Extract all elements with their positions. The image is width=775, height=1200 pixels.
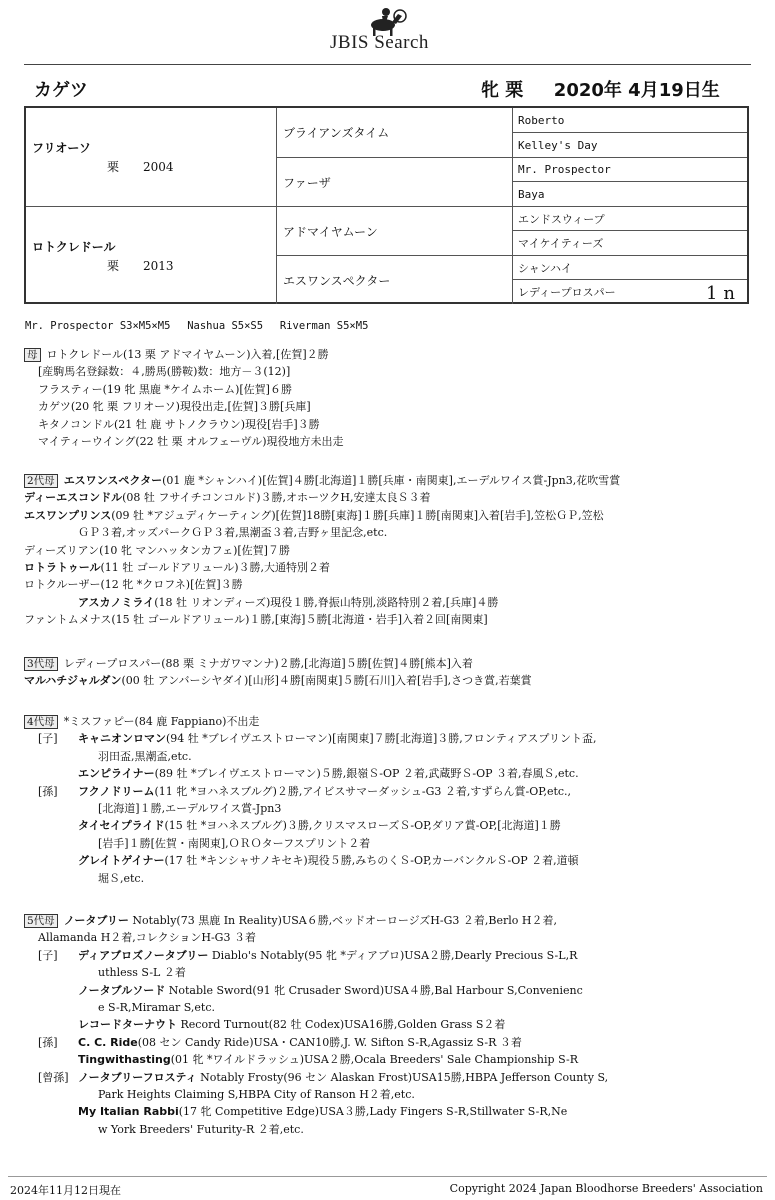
horse-link[interactable]: キャニオンロマン: [78, 732, 166, 746]
pedigree-line: [24, 559, 754, 576]
pedigree-line: [24, 783, 754, 800]
second-dam-section: [24, 472, 754, 629]
generation-tag: 5代母: [24, 914, 58, 928]
record-text: キタノコンドル(21 牡 鹿 サトノクラウン)現役[岩手]３勝: [38, 417, 320, 431]
third-dam-section: [24, 655, 754, 690]
gen3-name[interactable]: レディープロスパー: [518, 286, 616, 299]
pedigree-line: [24, 713, 754, 730]
record-text: Record Turnout(82 牡 Codex)USA16勝,Golden Grass S２着: [177, 1018, 506, 1032]
sire-info: 栗 2004: [107, 160, 174, 174]
gen3-cell: [512, 255, 747, 279]
record-text: Allamanda H２着,コレクションH-G3 ３着: [38, 931, 256, 945]
pedigree-table: [24, 106, 749, 304]
relation-prefix: [孫]: [38, 1035, 58, 1049]
gen3-name[interactable]: Mr. Prospector: [518, 163, 611, 176]
pedigree-line: [24, 999, 754, 1016]
record-text: ファントムメナス(15 牡 ゴールドアリュール)１勝,[東海]５勝[北海道・岩手]入着２回[南関東]: [24, 613, 488, 627]
pedigree-line: [24, 1121, 754, 1138]
pedigree-line: [24, 800, 754, 817]
record-text: (17 牝 Competitive Edge)USA３勝,Lady Fingers S-R,Stillwater S-R,Ne: [178, 1105, 568, 1119]
record-text: (00 牡 アンバーシヤダイ)[山形]４勝[南関東]５勝[石川]入着[岩手],さつき賞,若葉賞: [121, 674, 532, 688]
pedigree-line: [24, 346, 754, 363]
record-text: マイティーウイング(22 牡 栗 オルフェーヴル)現役地方未出走: [38, 435, 344, 449]
pedigree-line: [24, 730, 754, 747]
horse-name: カゲツ: [34, 80, 88, 101]
pedigree-line: [24, 982, 754, 999]
record-text: ロトクルーザー(12 牝 *クロフネ)[佐賀]３勝: [24, 578, 243, 592]
record-text: レディープロスパー(88 栗 ミナガワマンナ)２勝,[北海道]５勝[佐賀]４勝[熊本]入着: [63, 657, 473, 670]
horse-link[interactable]: エンピライナー: [78, 767, 155, 781]
gen3-cell: [512, 206, 747, 230]
record-text: ロトクレドール(13 栗 アドマイヤムーン)入着,[佐賀]２勝: [46, 348, 329, 361]
pedigree-line: [24, 398, 754, 415]
sire-dam-name[interactable]: ファーザ: [283, 175, 331, 190]
pedigree-line: [24, 524, 754, 541]
record-text: (11 牝 *ヨハネスブルグ)２勝,アイビスサマーダッシュ-G3 ２着,すずらん賞-OP,etc.,: [154, 784, 572, 798]
sire-sire-cell: [276, 108, 512, 157]
record-text: uthless S-L ２着: [98, 966, 186, 980]
pedigree-line: [24, 594, 754, 611]
gen3-cell: [512, 132, 747, 157]
pedigree-line: [24, 817, 754, 834]
relation-prefix: [子]: [38, 732, 58, 746]
generation-tag: 母: [24, 348, 41, 362]
record-text: (18 牡 リオンディーズ)現役１勝,脊振山特別,淡路特別２着,[兵庫]４勝: [154, 595, 499, 609]
gen3-name[interactable]: マイケイティーズ: [518, 237, 604, 250]
horse-link[interactable]: マルハチジャルダン: [24, 674, 122, 688]
record-text: (11 牡 ゴールドアリュール)３勝,大通特別２着: [100, 561, 331, 575]
gen3-cell: [512, 230, 747, 255]
gen3-cell: [512, 108, 747, 132]
record-text: (08 牡 フサイチコンコルド)３勝,オホーツクH,安達太良Ｓ３着: [122, 491, 431, 505]
record-text: Diablo's Notably(95 牝 *ディアブロ)USA２勝,Dearly Precious S-L,R: [208, 948, 578, 962]
dam-name[interactable]: ロトクレドール: [32, 239, 116, 254]
inbreeding-crosses: Mr. Prospector S3×M5×M5 Nashua S5×S5 Riverman S5×M5: [25, 320, 369, 332]
pedigree-line: [24, 964, 754, 981]
pedigree-line: [24, 489, 754, 506]
fourth-dam-section: [24, 713, 754, 887]
pedigree-line: [24, 1103, 754, 1120]
dam-cell: [26, 206, 276, 304]
record-text: (89 牡 *ブレイヴエストローマン)５勝,銀嶺Ｓ-OP ２着,武蔵野Ｓ-OP ３着,春風Ｓ,etc.: [154, 767, 579, 781]
pedigree-line: [24, 433, 754, 450]
horse-link[interactable]: ノータブリーフロスティ: [78, 1070, 197, 1084]
gen3-cell: [512, 279, 747, 304]
horse-link[interactable]: エスワンプリンス: [24, 508, 112, 522]
record-text: 堀Ｓ,etc.: [98, 871, 145, 885]
dam-dam-name[interactable]: エスワンスペクター: [283, 273, 391, 288]
record-text: (09 牡 *アジュディケーティング)[佐賀]18勝[東海]１勝[兵庫]１勝[南関東]入着[岩手],笠松ＧＰ,笠松: [111, 508, 604, 522]
dam-dam-cell: [276, 255, 512, 304]
pedigree-line: [24, 611, 754, 628]
footer-rule: [8, 1176, 767, 1177]
pedigree-line: [24, 835, 754, 852]
record-text: カゲツ(20 牝 栗 フリオーソ)現役出走,[佐賀]３勝[兵庫]: [38, 400, 311, 414]
sire-cell: [26, 108, 276, 206]
gen3-name[interactable]: Baya: [518, 187, 545, 201]
horse-link[interactable]: My Italian Rabbi: [78, 1105, 179, 1119]
pedigree-line: [24, 542, 754, 559]
record-text: ディーズリアン(10 牝 マンハッタンカフェ)[佐賀]７勝: [24, 543, 290, 557]
horse-info: 牝 栗 2020年 4月19日生: [481, 80, 720, 101]
relation-prefix: [子]: [38, 948, 58, 962]
record-text: ＧＰ３着,オッズパークＧＰ３着,黒潮盃３着,吉野ヶ里記念,etc.: [78, 526, 388, 540]
pedigree-line: [24, 852, 754, 869]
horse-link[interactable]: グレイトゲイナー: [78, 854, 165, 868]
horse-link[interactable]: アスカノミライ: [78, 595, 155, 609]
record-text: Notably Frosty(96 セン Alaskan Frost)USA15勝,HBPA Jefferson County S,: [196, 1070, 609, 1084]
dam-sire-name[interactable]: アドマイヤムーン: [283, 224, 378, 239]
pedigree-line: [24, 672, 754, 689]
generation-tag: 3代母: [24, 657, 58, 671]
inbreeding-mark: 1n: [705, 283, 741, 304]
generation-tag: 4代母: [24, 715, 58, 729]
footer-date: 2024年11月12日現在: [10, 1184, 121, 1197]
pedigree-line: [24, 870, 754, 887]
pedigree-line: [24, 381, 754, 398]
pedigree-line: [24, 1051, 754, 1068]
dam-sire-cell: [276, 206, 512, 255]
horse-link[interactable]: ロトラトゥール: [24, 561, 101, 575]
pedigree-line: [24, 1034, 754, 1051]
relation-prefix: [孫]: [38, 784, 58, 798]
record-text: (15 牡 *ヨハネスブルグ)３勝,クリスマスローズＳ-OP,ダリア賞-OP,[北海道]１勝: [164, 819, 561, 833]
logo-text: JBIS Search: [330, 32, 429, 53]
record-text: *ミスファピー(84 鹿 Fappiano)不出走: [63, 715, 260, 728]
pedigree-line: [24, 765, 754, 782]
record-text: [産駒馬名登録数：４,勝馬(勝鞍)数：地方－３(12)]: [38, 365, 291, 379]
record-text: (01 牝 *ワイルドラッシュ)USA２勝,Ocala Breeders' Sale Championship S-R: [170, 1053, 579, 1067]
pedigree-line: [24, 1086, 754, 1103]
horse-link[interactable]: ディアブロズノータブリー: [78, 948, 209, 962]
record-text: [岩手]１勝[佐賀・南関東],ＯＲＯターフスプリント２着: [98, 836, 371, 850]
gen3-name[interactable]: Kelley's Day: [518, 138, 598, 152]
horse-link[interactable]: ノータブルソード: [78, 983, 166, 997]
jbis-logo[interactable]: [328, 4, 468, 54]
dam-section: [24, 346, 754, 450]
gen3-cell: [512, 181, 747, 206]
gen3-name[interactable]: Roberto: [518, 113, 565, 127]
horse-link[interactable]: タイセイプライド: [78, 819, 165, 833]
sire-dam-cell: [276, 157, 512, 206]
pedigree-line: [24, 472, 754, 489]
record-text: 羽田盃,黒潮盃,etc.: [98, 749, 192, 763]
pedigree-line: [24, 576, 754, 593]
record-text: フラスティー(19 牝 黒鹿 *ケイムホーム)[佐賀]６勝: [38, 382, 292, 396]
record-text: w York Breeders' Futurity-R ２着,etc.: [98, 1122, 304, 1136]
record-text: (01 鹿 *シャンハイ)[佐賀]４勝[北海道]１勝[兵庫・南関東],エーデルワイス賞-Jpn3,花吹雪賞: [162, 474, 621, 487]
pedigree-line: [24, 507, 754, 524]
sire-name[interactable]: フリオーソ: [32, 141, 91, 155]
pedigree-line: [24, 1016, 754, 1033]
gen3-cell: [512, 157, 747, 181]
pedigree-line: [24, 929, 754, 946]
pedigree-line: [24, 912, 754, 929]
record-text: (94 牡 *ブレイヴエストローマン)[南関東]７勝[北海道]３勝,フロンティアスプリント盃,: [166, 732, 597, 746]
gen3-name[interactable]: エンドスウィープ: [518, 212, 605, 226]
header-rule: [24, 64, 751, 65]
record-text: e S-R,Miramar S,etc.: [98, 1001, 216, 1015]
dam-info: 栗 2013: [107, 258, 174, 273]
gen3-name[interactable]: シャンハイ: [518, 261, 573, 275]
pedigree-line: [24, 363, 754, 380]
record-text: [北海道]１勝,エーデルワイス賞-Jpn3: [98, 802, 282, 816]
pedigree-line: [24, 748, 754, 765]
record-text: Park Heights Claiming S,HBPA City of Ranson H２着,etc.: [98, 1088, 415, 1102]
horse-link[interactable]: C. C. Ride: [78, 1035, 138, 1049]
pedigree-line: [24, 1069, 754, 1086]
record-text: (17 牡 *キンシャサノキセキ)現役５勝,みちのくＳ-OP,カーバンクルＳ-OP ２着,道頓: [164, 854, 579, 868]
pedigree-line: [24, 655, 754, 672]
pedigree-line: [24, 416, 754, 433]
generation-tag: 2代母: [24, 474, 58, 488]
pedigree-line: [24, 947, 754, 964]
sire-sire-name[interactable]: ブライアンズタイム: [283, 126, 390, 140]
footer-copyright: Copyright 2024 Japan Bloodhorse Breeders' Association: [449, 1182, 763, 1195]
horse-link[interactable]: ディーエスコンドル: [24, 491, 123, 505]
horse-link[interactable]: フクノドリーム: [78, 784, 155, 798]
horse-link[interactable]: Tingwithasting: [78, 1053, 171, 1067]
horse-link[interactable]: ノータブリー: [63, 914, 129, 927]
fifth-dam-section: [24, 912, 754, 1138]
record-text: (08 セン Candy Ride)USA・CAN10勝,J. W. Sifton S-R,Agassiz S-R ３着: [137, 1035, 522, 1049]
horse-link[interactable]: レコードターナウト: [78, 1018, 177, 1032]
relation-prefix: [曾孫]: [38, 1070, 69, 1084]
record-text: Notable Sword(91 牝 Crusader Sword)USA４勝,Bal Harbour S,Convenienc: [165, 983, 583, 997]
record-text: Notably(73 黒鹿 In Reality)USA６勝,ベッドオーロージズH-G3 ２着,Berlo H２着,: [128, 914, 557, 927]
horse-link[interactable]: エスワンスペクター: [63, 474, 163, 487]
